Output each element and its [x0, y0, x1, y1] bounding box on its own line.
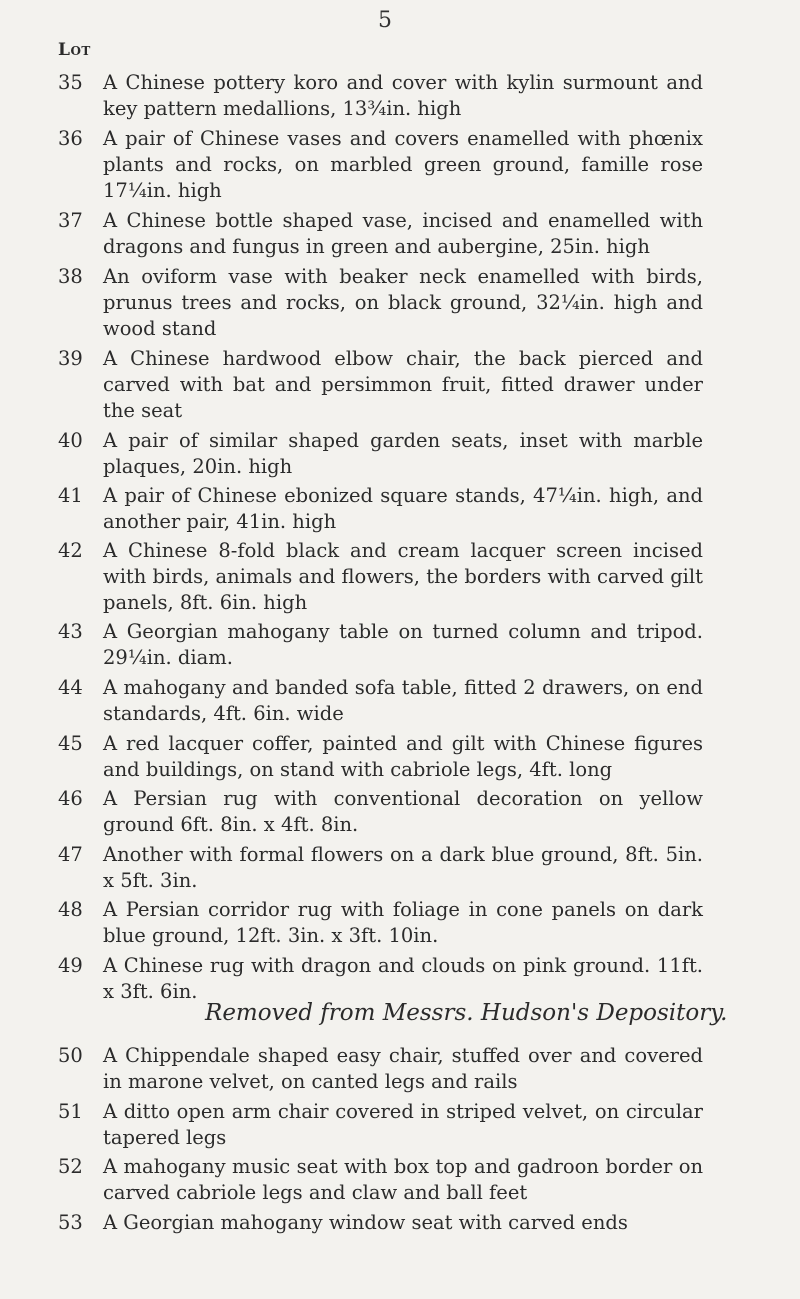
lot-number: 52	[58, 1155, 83, 1178]
lot-description: A pair of similar shaped garden seats, inset with marble plaques, 20in. high	[103, 429, 703, 478]
lot-number: 42	[58, 539, 83, 562]
lot-description: A ditto open arm chair covered in striped velvet, on circular tapered legs	[103, 1100, 703, 1149]
lot-description: A Persian corridor rug with foliage in cone panels on dark blue ground, 12ft. 3in. x 3ft. 10in.	[103, 898, 703, 947]
lot-description: A Georgian mahogany window seat with carved ends	[103, 1211, 628, 1234]
lot-description: A pair of Chinese ebonized square stands, 47¼in. high, and another pair, 41in. high	[103, 484, 703, 533]
lot-description: A Persian rug with conventional decoration on yellow ground 6ft. 8in. x 4ft. 8in.	[103, 787, 703, 836]
lot-number: 41	[58, 484, 83, 507]
lot-number: 36	[58, 127, 83, 150]
lot-description: An oviform vase with beaker neck enamelled with birds, prunus trees and rocks, on black ground, 32¼in. high and wood stand	[103, 265, 703, 340]
lot-description: A pair of Chinese vases and covers enamelled with phœnix plants and rocks, on marbled green ground, famille rose 17¼in. high	[103, 127, 703, 202]
lot-description: A red lacquer coffer, painted and gilt with Chinese figures and buildings, on stand with cabriole legs, 4ft. long	[103, 732, 703, 781]
lot-number: 47	[58, 843, 83, 866]
lot-number: 40	[58, 429, 83, 452]
lot-description: Another with formal flowers on a dark blue ground, 8ft. 5in. x 5ft. 3in.	[103, 843, 703, 892]
lot-number: 53	[58, 1211, 83, 1234]
lot-column-header: Lot	[58, 40, 91, 60]
lot-description: A Chinese bottle shaped vase, incised and enamelled with dragons and fungus in green and aubergine, 25in. high	[103, 209, 703, 258]
lot-description: A mahogany music seat with box top and gadroon border on carved cabriole legs and claw and ball feet	[103, 1155, 703, 1204]
section-heading: Removed from Messrs. Hudson's Depository.	[205, 1000, 728, 1026]
lot-number: 49	[58, 954, 83, 977]
lot-description: A mahogany and banded sofa table, fitted 2 drawers, on end standards, 4ft. 6in. wide	[103, 676, 703, 725]
lot-number: 44	[58, 676, 83, 699]
lot-description: A Chippendale shaped easy chair, stuffed over and covered in marone velvet, on canted legs and rails	[103, 1044, 703, 1093]
lot-number: 35	[58, 71, 83, 94]
lot-description: A Chinese pottery koro and cover with kylin surmount and key pattern medallions, 13¾in. high	[103, 71, 703, 120]
lot-number: 46	[58, 787, 83, 810]
lot-number: 48	[58, 898, 83, 921]
page-number: 5	[378, 8, 392, 33]
lot-number: 51	[58, 1100, 83, 1123]
lot-number: 50	[58, 1044, 83, 1067]
lot-description: A Georgian mahogany table on turned column and tripod. 29¼in. diam.	[103, 620, 703, 669]
lot-number: 39	[58, 347, 83, 370]
lot-number: 37	[58, 209, 83, 232]
lot-description: A Chinese rug with dragon and clouds on pink ground. 11ft. x 3ft. 6in.	[103, 954, 703, 1003]
lot-description: A Chinese hardwood elbow chair, the back pierced and carved with bat and persimmon fruit, fitted drawer under the seat	[103, 347, 703, 422]
lot-number: 38	[58, 265, 83, 288]
lot-number: 43	[58, 620, 83, 643]
lot-description: A Chinese 8-fold black and cream lacquer screen incised with birds, animals and flowers, the borders with carved gilt panels, 8ft. 6in. high	[103, 539, 703, 614]
lot-number: 45	[58, 732, 83, 755]
